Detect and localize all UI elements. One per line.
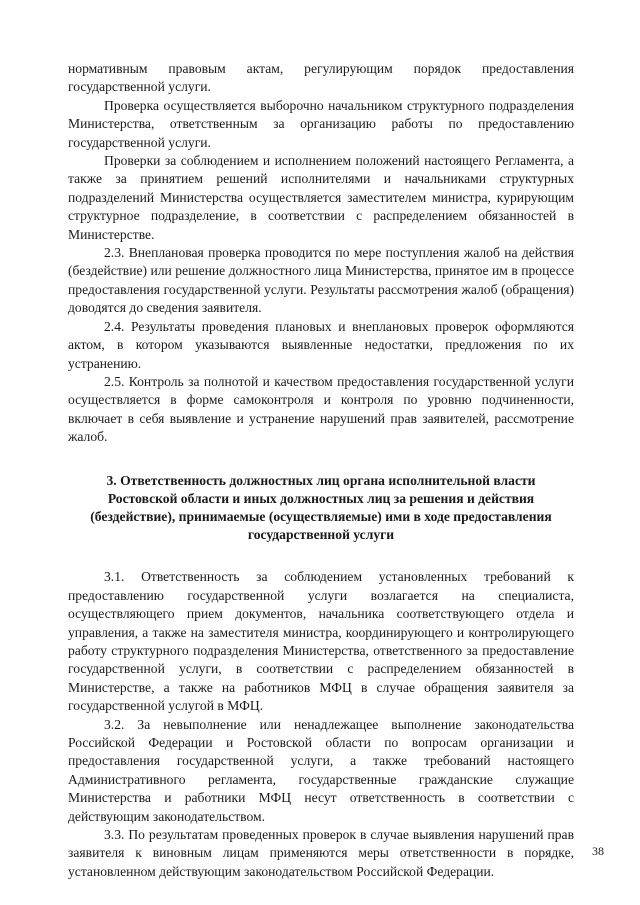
paragraph: 3.1. Ответственность за соблюдением установленных требований к предоставлению государственной услуги возлагается на специалиста, осуществляющего прием документов, начальника соответствующего отдела и управления, а также на заместителя министра, координирующего и контролирующего работу структурного подразделения Министерства, ответственного за предоставление государственной услуги, в соответствии с распределением обязанностей в Министерстве, а также на работников МФЦ в случае обращения заявителя за государственной услугой в МФЦ.	[68, 569, 574, 714]
paragraph: 2.4. Результаты проведения плановых и внеплановых проверок оформляются актом, в котором указываются выявленные недостатки, предложения по их устранению.	[68, 318, 574, 371]
page-content	[68, 60, 574, 881]
page-number: 38	[592, 844, 604, 858]
paragraph: нормативным правовым актам, регулирующим порядок предоставления государственной услуги.	[68, 61, 574, 95]
paragraphs-bottom	[68, 568, 574, 881]
paragraph: 2.5. Контроль за полнотой и качеством предоставления государственной услуги осуществляется в форме самоконтроля и контроля по уровню подчиненности, включает в себя выявление и устранение нарушений прав заявителей, рассмотрение жалоб.	[68, 373, 574, 445]
paragraphs-top	[68, 60, 574, 447]
paragraph: 3.2. За невыполнение или ненадлежащее выполнение законодательства Российской Федерации и Ростовской области по вопросам организации и предоставления государственной услуги, а также требований настоящего Административного регламента, государственные гражданские служащие Министерства и работники МФЦ несут ответственность в соответствии с действующим законодательством.	[68, 716, 574, 824]
paragraph: Проверки за соблюдением и исполнением положений настоящего Регламента, а также за принятием решений исполнителями и начальниками структурных подразделений Министерства осуществляется заместителем министра, курирующим структурное подразделение, в соответствии с распределением обязанностей в Министерстве.	[68, 153, 574, 242]
paragraph: Проверка осуществляется выборочно начальником структурного подразделения Министерства, ответственным за организацию работы по предоставлению государственной услуги.	[68, 97, 574, 150]
paragraph: 3.3. По результатам проведенных проверок в случае выявления нарушений прав заявителя к виновным лицам применяются меры ответственности в порядке, установленном действующим законодательством Российской Федерации.	[68, 827, 574, 879]
section-heading: 3. Ответственность должностных лиц органа исполнительной власти Ростовской области и иных должностных лиц за решения и действия (бездействие), принимаемые (осуществляемые) ими в ходе предоставления государственной услуги	[90, 472, 552, 543]
paragraph: 2.3. Внеплановая проверка проводится по мере поступления жалоб на действия (бездействие) или решение должностного лица Министерства, принятое им в процессе предоставления государственной услуги. Результаты рассмотрения жалоб (обращения) доводятся до сведения заявителя.	[68, 245, 574, 316]
